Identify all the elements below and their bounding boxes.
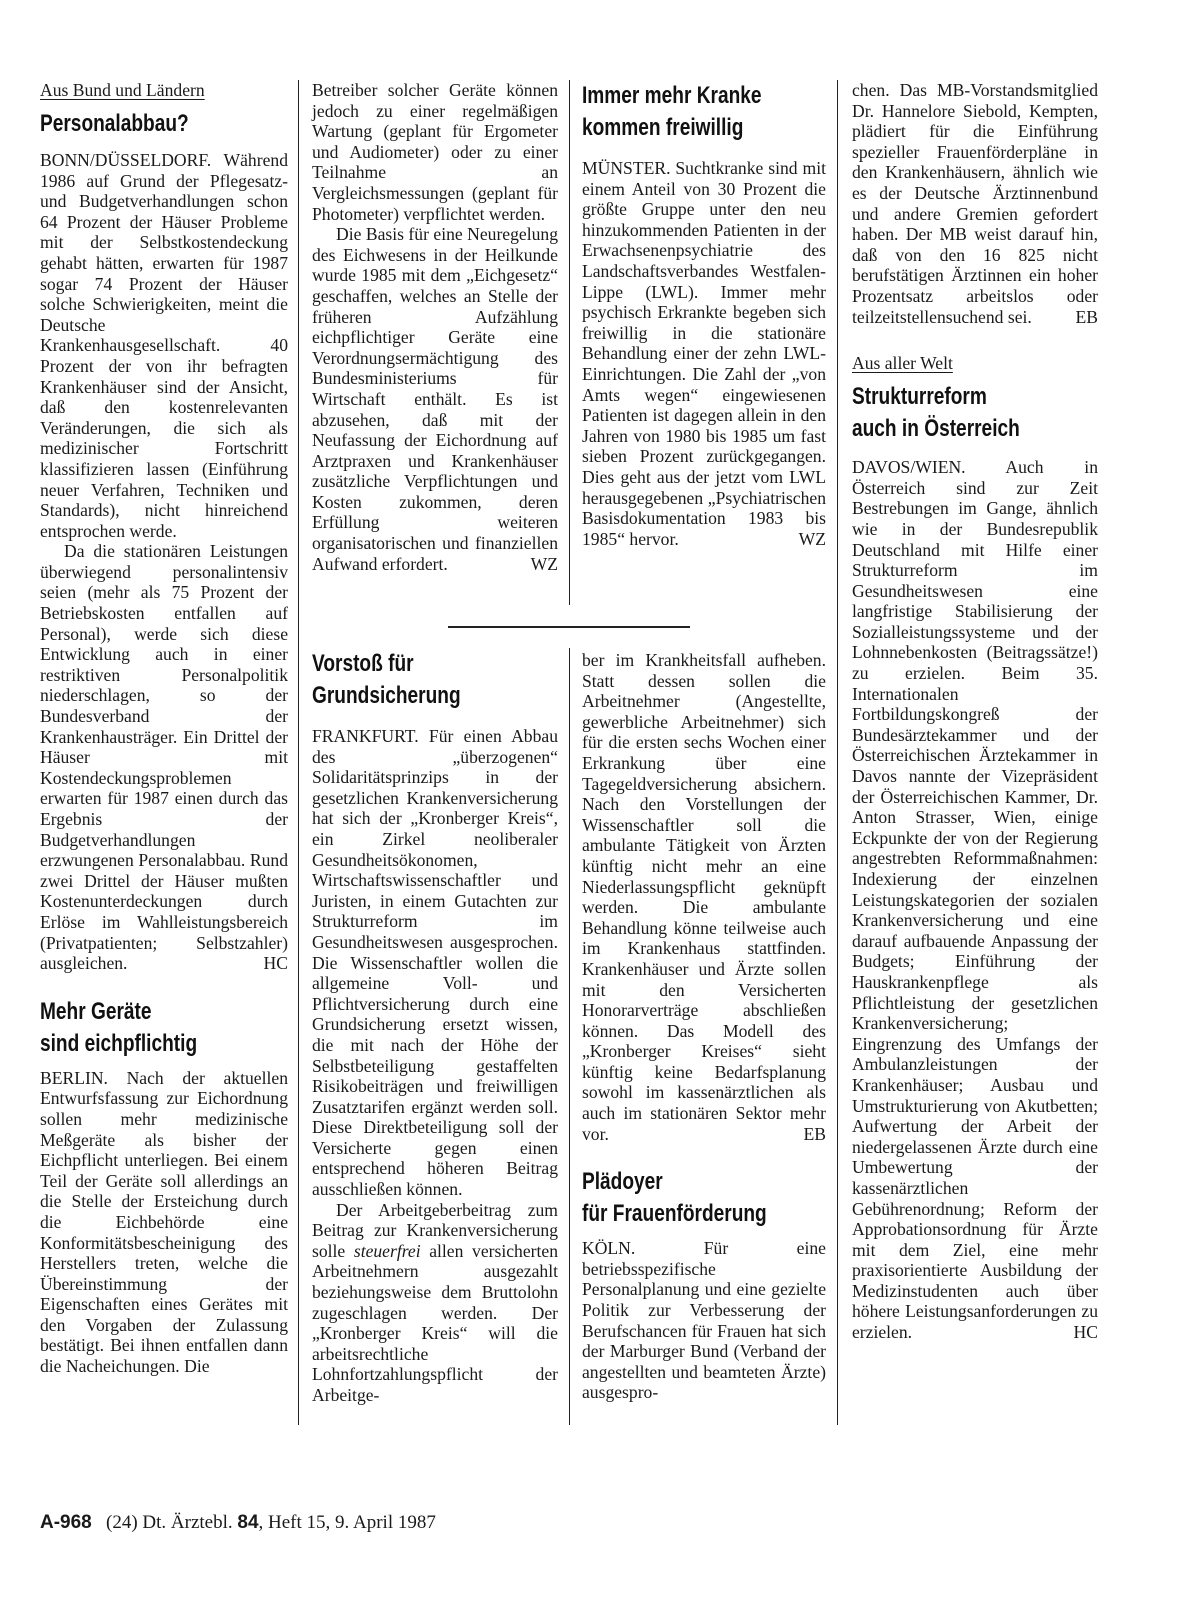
article-paragraph: DAVOS/WIEN. Auch in Österreich sind zur Zeit Bestrebungen im Gange, ähnlich wie in der Bundesrepublik Deutschland mit Hilfe einer Strukturreform im Gesundheitswesen eine langfristige Stabilisierung der Sozialleistungssysteme und der Lohnnebenkosten (Beitragssätze!) zu erzielen. Beim 35. Internationalen Fortbildungskongreß der Bundesärztekammer und der Österreichischen Ärztekammer in Davos nannte der Vizepräsident der Österreichischen Kammer, Dr. Anton Strasser, Wien, einige Eckpunkte der von der Regierung angestrebten Reformmaßnahmen: Indexierung der einzelnen Leistungskategorien der sozialen Krankenversicherung und eine darauf aufbauende Anpassung der Budgets; Einführung der Hauskrankenpflege als Pflichtleistung der gesetzlichen Krankenversicherung; Eingrenzung des Umfangs der Ambulanzleistungen der Krankenhäuser; Ausbau und Umstrukturierung von Akutbetten; Aufwertung der Arbeit der niedergelassenen Ärzte durch eine Umbewertung der kassenärztlichen Gebührenordnung; Reform der Approbationsordnung für Ärzte mit dem Ziel, eine mehr praxisorientierte Ausbildung der Medizinstudenten auch über höhere Leistungsanforderungen zu erzielen. HC bbox=[852, 457, 1098, 1343]
column-3-upper bbox=[582, 80, 826, 549]
article-paragraph: Die Basis für eine Neuregelung des Eichwesens in der Heilkunde wurde 1985 mit dem „Eichgesetz“ geschaffen, welches an Stelle der früheren Aufzählung eichpflichtiger Geräte eine Verordnungsermächtigung des Bundesministeriums für Wirtschaft enthält. Es ist abzusehen, daß mit der Neufassung der Eichordnung auf Arztpraxen und Krankenhäuser zusätzliche Verpflichtungen und Kosten zukommen, deren Erfüllung weiteren organisatorischen und finanziellen Aufwand erfordert. WZ bbox=[312, 224, 558, 574]
page-footer: A-968 (24) Dt. Ärztebl. 84, Heft 15, 9. April 1987 bbox=[40, 1512, 436, 1533]
article-paragraph: MÜNSTER. Suchtkranke sind mit einem Anteil von 30 Prozent die größte Gruppe unter den neu hinzukommenden Patienten in der Erwachsenenpsychiatrie des Landschaftsverbandes Westfalen-Lippe (LWL). Immer mehr psychisch Erkrankte begeben sich freiwillig in die stationäre Behandlung einer der zehn LWL-Einrichtungen. Die Zahl der „von Amts wegen“ eingewiesenen Patienten ist dagegen allein in den Jahren von 1980 bis 1985 um fast sieben Prozent zurückgegangen. Dies geht aus der jetzt vom LWL herausgegebenen „Psychiatrischen Basisdokumentation 1983 bis 1985“ hervor. WZ bbox=[582, 158, 826, 549]
volume-number: 84 bbox=[237, 1512, 259, 1533]
article-paragraph: FRANKFURT. Für einen Abbau des „überzogenen“ Solidaritätsprinzips in der gesetzlichen Krankenversicherung hat sich der „Kronberger Kreis“, ein Zirkel neoliberaler Gesundheitsökonomen, Wirtschaftswissenschaftler und Juristen, in einem Gutachten zur Strukturreform im Gesundheitswesen ausgesprochen. Die Wissenschaftler wollen die allgemeine Voll- und Pflichtversicherung durch eine Grundsicherung ersetzt wissen, die mit nach der Höhe der Selbstbeteiligung gestaffelten Risikobeiträgen und freiwilligen Zusatztarifen ergänzt werden soll. Diese Direktbeteiligung soll der Versicherte gegen einen entsprechend höheren Beitrag ausschließen können. bbox=[312, 726, 558, 1200]
headline-mehr-geraete: Mehr Geräte sind eichpflichtig bbox=[40, 997, 198, 1057]
article-paragraph: ber im Krankheitsfall aufheben. Statt dessen sollen die Arbeitnehmer (Angestellte, gewerbliche Arbeitnehmer) sich für die ersten sechs Wochen einer Erkrankung über eine Tagegeldversicherung absichern. Nach den Vorstellungen der Wissenschaftler soll die ambulante Tätigkeit von Ärzten künftig nicht mehr an eine Niederlassungspflicht geknüpft werden. Die ambulante Behandlung könne teilweise auch im Krankenhaus stattfinden. Krankenhäuser und Ärzte sollen mit den Versicherten Honorarverträge abschließen können. Das Modell des „Kronberger Kreises“ sieht künftig keine Bedarfsplanung sowohl im kassenärztlichen als auch im stationären Sektor mehr vor. EB bbox=[582, 650, 826, 1144]
column-2-upper bbox=[312, 80, 558, 574]
headline-vorstoss: Vorstoß für Grundsicherung bbox=[312, 650, 461, 709]
issue-info: (24) Dt. Ärztebl. bbox=[106, 1512, 238, 1533]
column-divider bbox=[837, 80, 838, 1425]
article-paragraph: BONN/DÜSSELDORF. Während 1986 auf Grund der Pflegesatz- und Budgetverhandlungen schon 64 Prozent der Häuser Probleme mit der Selbstkostendeckung gehabt hätten, erwarten für 1987 sogar 74 Prozent der Häuser solche Schwierigkeiten, meint die Deutsche Krankenhausgesellschaft. 40 Prozent der von ihr befragten Krankenhäuser sind der Ansicht, daß den kostenrelevanten Veränderungen, die sich als medizinischer Fortschritt klassifizieren lassen (Einführung neuer Verfahren, Techniken und Standards), nicht hinreichend entsprochen werde. bbox=[40, 150, 288, 541]
column-divider bbox=[569, 80, 570, 605]
section-label: Aus Bund und Ländern bbox=[40, 80, 205, 100]
author-initials: EB bbox=[803, 1123, 826, 1144]
column-3-lower bbox=[582, 650, 826, 1403]
article-paragraph: Da die stationären Leistungen überwiegend personalintensiv seien (mehr als 75 Prozent der Betriebskosten entfallen auf Personal), werde sich diese Entwicklung auch in einer restriktiven Personalpolitik niederschlagen, so der Bundesverband der Krankenhausträger. Ein Drittel der Häuser mit Kostendeckungsproblemen erwarten für 1987 einen durch das Ergebnis der Budgetverhandlungen erzwungenen Personalabbau. Rund zwei Drittel der Häuser mußten Kostenunterdeckungen durch Erlöse im Wahlleistungsbereich (Privatpatienten; Selbstzahler) ausgleichen. HC bbox=[40, 541, 288, 974]
author-initials: EB bbox=[1075, 306, 1098, 327]
headline-strukturreform: Strukturreform auch in Österreich bbox=[852, 383, 1020, 443]
article-paragraph: KÖLN. Für eine betriebsspezifische Personalplanung und eine gezielte Politik zur Verbesserung der Berufschancen für Frauen hat sich der Marburger Bund (Verband der angestellten und beamteten Ärzte) ausgespro- bbox=[582, 1238, 826, 1403]
page-number: A-968 bbox=[40, 1512, 92, 1533]
column-1 bbox=[40, 80, 288, 1377]
article-divider bbox=[448, 626, 690, 628]
column-divider bbox=[569, 648, 570, 1425]
headline-personalabbau: Personalabbau? bbox=[40, 110, 189, 137]
author-initials: WZ bbox=[530, 553, 558, 574]
column-divider bbox=[298, 80, 299, 1425]
headline-plaedoyer: Plädoyer für Frauenförderung bbox=[582, 1168, 767, 1228]
author-initials: WZ bbox=[798, 528, 826, 549]
article-paragraph: Betreiber solcher Geräte können jedoch zu einer regelmäßigen Wartung (geplant für Ergometer und Audiometer) oder zu einer Teilnahme an Vergleichsmessungen (geplant für Photometer) verpflichtet werden. bbox=[312, 80, 558, 224]
headline-immer-mehr-kranke: Immer mehr Kranke kommen freiwillig bbox=[582, 82, 762, 141]
author-initials: HC bbox=[263, 953, 288, 974]
article-paragraph: chen. Das MB-Vorstandsmitglied Dr. Hannelore Siebold, Kempten, plädiert für die Einführung spezieller Frauenförderpläne in den Krankenhäusern, ähnlich wie es der Deutsche Ärztinnenbund und andere Gremien gefordert haben. Der MB weist darauf hin, daß von den 16 825 nicht berufstätigen Ärztinnen ein hoher Prozentsatz arbeitslos oder teilzeitstellensuchend sei. EB bbox=[852, 80, 1098, 327]
author-initials: HC bbox=[1073, 1322, 1098, 1343]
article-paragraph: Der Arbeitgeberbeitrag zum Beitrag zur Krankenversicherung solle steuerfrei allen versicherten Arbeitnehmern ausgezahlt beziehungsweise dem Bruttolohn zugeschlagen werden. Der „Kronberger Kreis“ will die arbeitsrechtliche Lohnfortzahlungspflicht der Arbeitge- bbox=[312, 1199, 558, 1405]
article-paragraph: BERLIN. Nach der aktuellen Entwurfsfassung zur Eichordnung sollen mehr medizinische Meßgeräte als bisher der Eichpflicht unterliegen. Bei einem Teil der Geräte soll allerdings an die Stelle der Ersteichung durch die Eichbehörde eine Konformitätsbescheinigung des Herstellers treten, welche die Übereinstimmung der Eigenschaften eines Gerätes mit den Vorgaben der Zulassung bestätigt. Bei ihnen entfallen dann die Nacheichungen. Die bbox=[40, 1067, 288, 1377]
column-4 bbox=[852, 80, 1098, 1343]
column-2-lower bbox=[312, 648, 558, 1406]
section-label: Aus aller Welt bbox=[852, 353, 953, 374]
